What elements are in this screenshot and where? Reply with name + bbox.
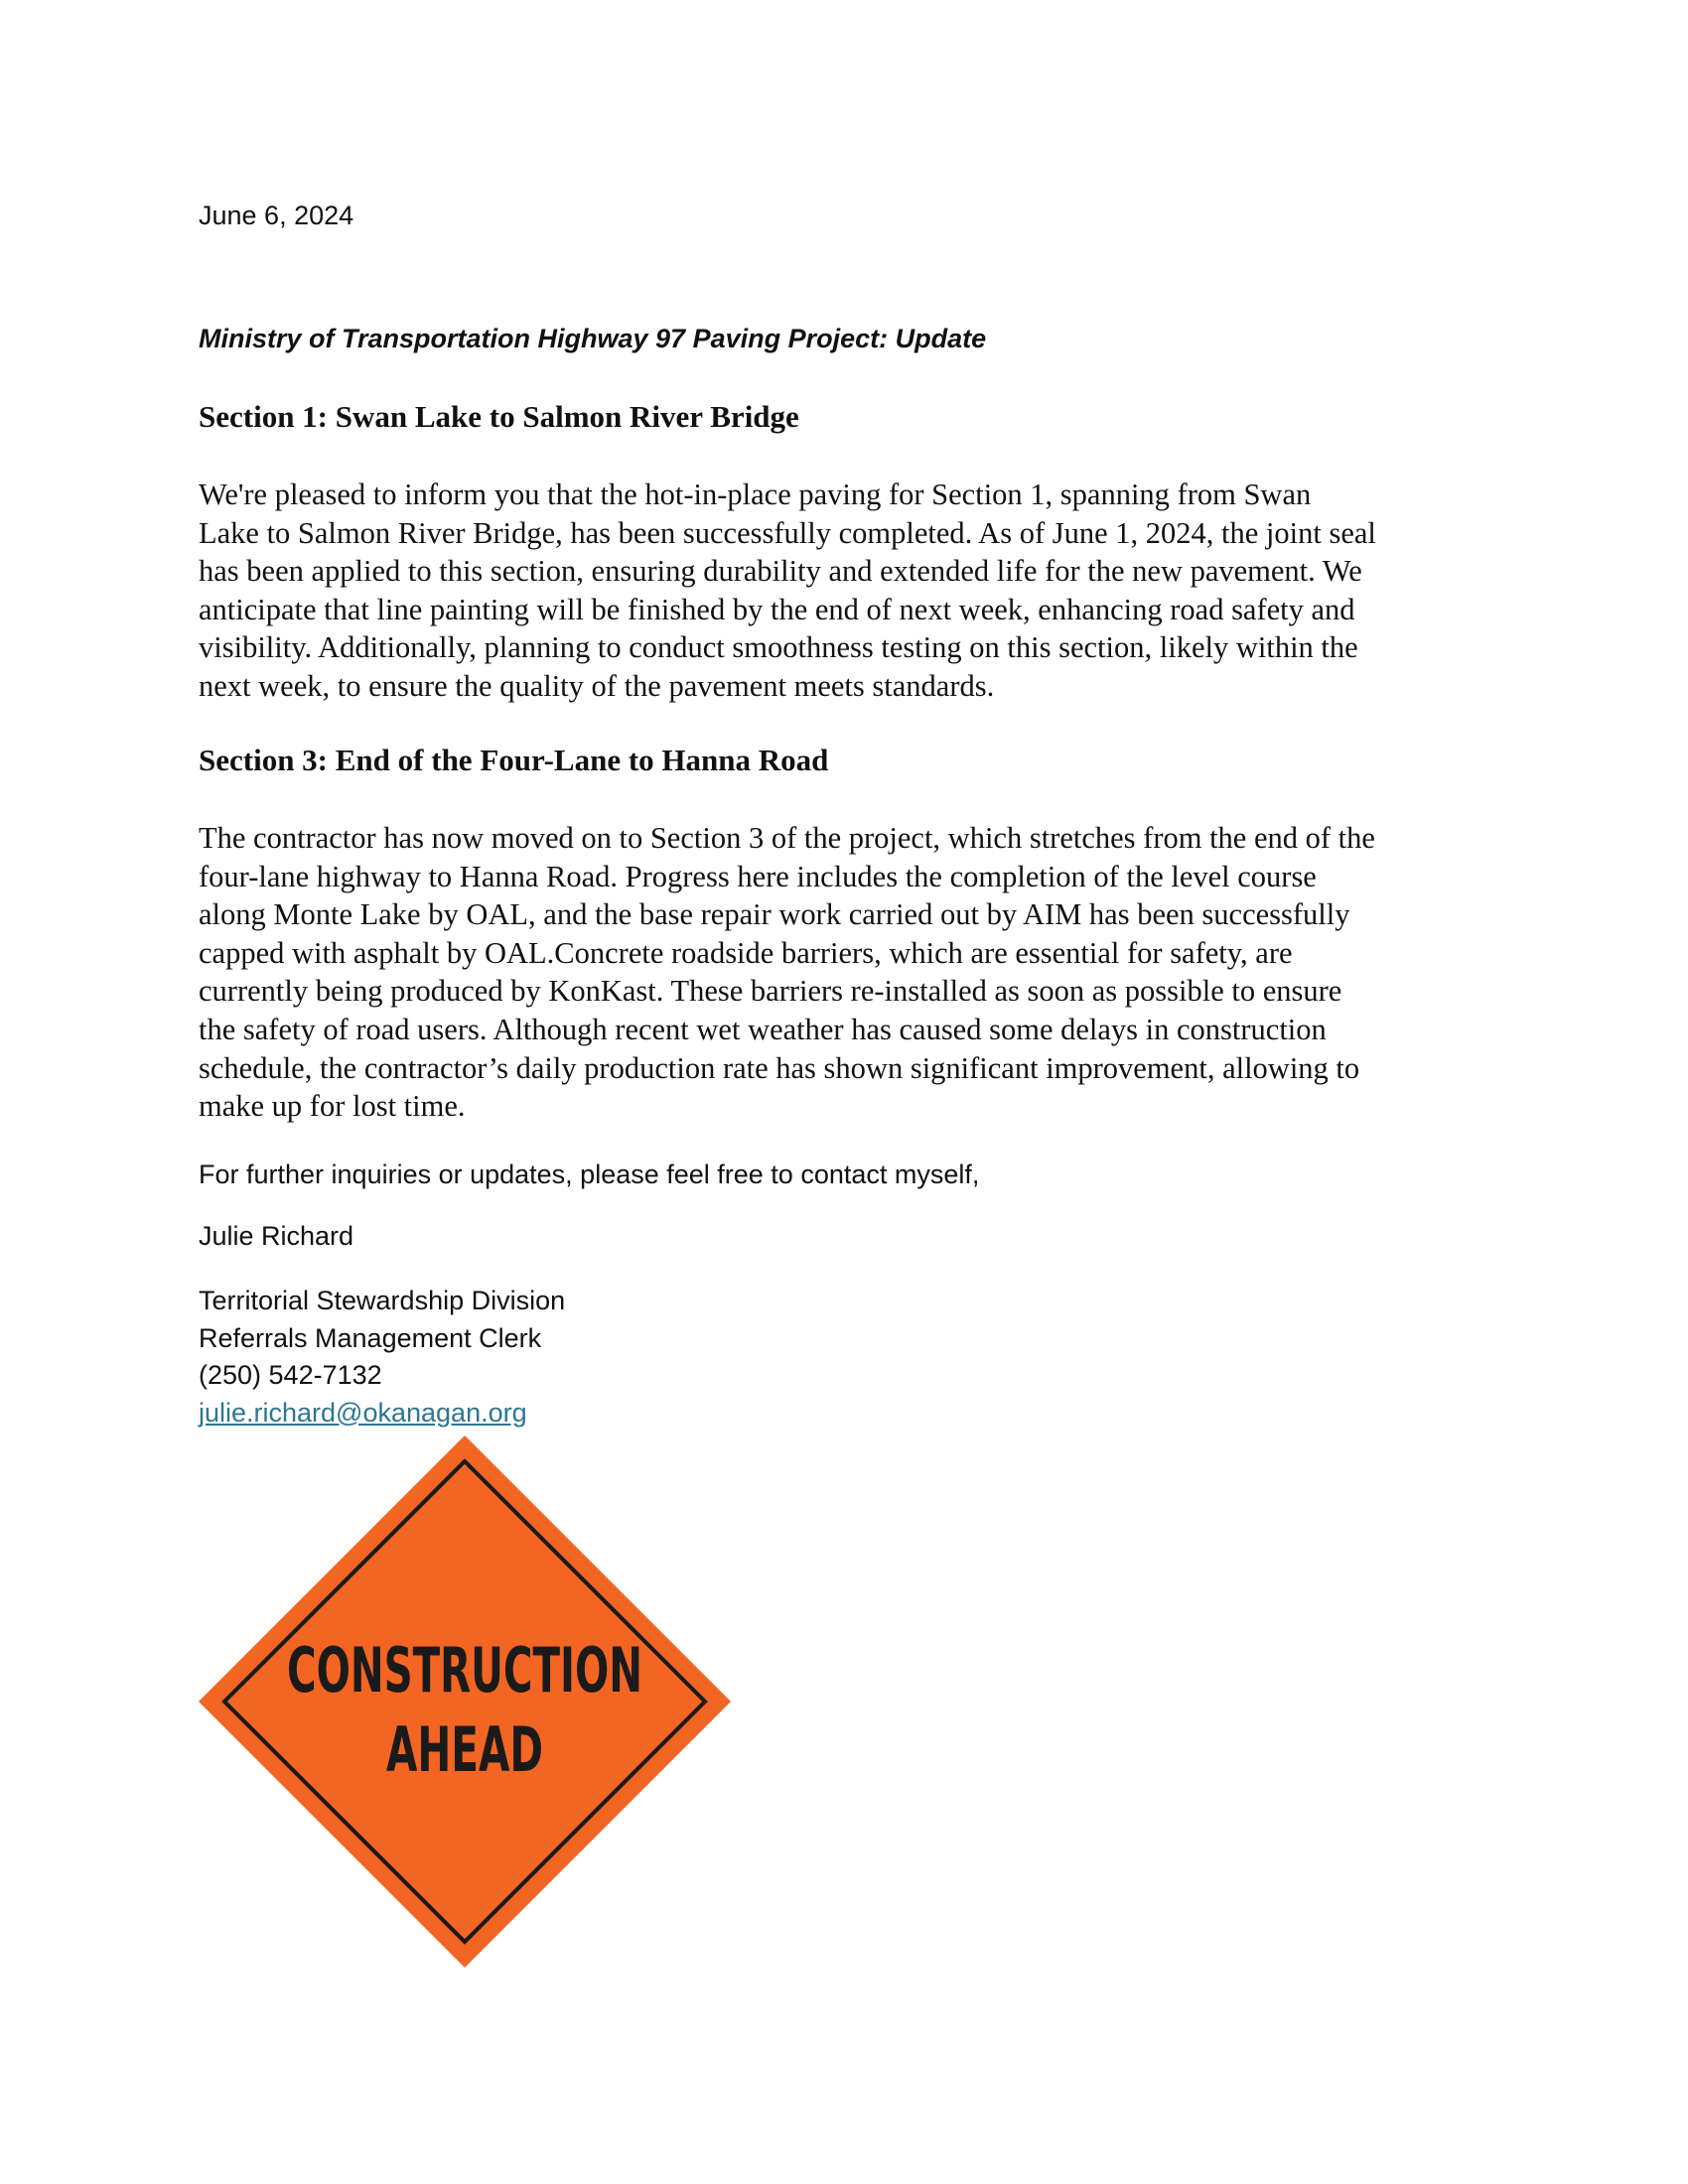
section-1-line: Lake to Salmon River Bridge, has been successfully completed. As of June 1, 2024, the joint seal	[199, 515, 1376, 550]
construction-ahead-sign	[199, 1435, 731, 1968]
sign-text-construction: CONSTRUCTION	[287, 1634, 642, 1706]
section-3-line: four-lane highway to Hanna Road. Progress here includes the completion of the level course	[199, 859, 1317, 893]
section-3-line: make up for lost time.	[199, 1089, 466, 1124]
section-3-line: capped with asphalt by OAL.Concrete roadside barriers, which are essential for safety, are	[199, 935, 1293, 970]
section-1-line: We're pleased to inform you that the hot-in-place paving for Section 1, spanning from Swan	[199, 478, 1312, 511]
signer-division: Territorial Stewardship Division	[199, 1286, 566, 1315]
section-1-line: anticipate that line painting will be finished by the end of next week, enhancing road safety and	[199, 592, 1355, 626]
section-3-body	[199, 819, 1509, 1126]
letter-title: Ministry of Transportation Highway 97 Paving Project: Update	[199, 324, 987, 353]
signer-phone: (250) 542-7132	[199, 1360, 382, 1390]
section-3-heading: Section 3: End of the Four-Lane to Hanna Road	[199, 743, 829, 777]
sign-text-ahead: AHEAD	[386, 1713, 543, 1786]
section-3-line: schedule, the contractor’s daily production rate has shown significant improvement, allowing to	[199, 1050, 1360, 1085]
signature-block	[199, 1283, 565, 1432]
letter-date: June 6, 2024	[199, 201, 354, 230]
signer-name: Julie Richard	[199, 1221, 354, 1251]
section-1-line: next week, to ensure the quality of the pavement meets standards.	[199, 668, 995, 703]
section-1-line: has been applied to this section, ensuring durability and extended life for the new pavement. We	[199, 554, 1362, 589]
section-3-line: currently being produced by KonKast. These barriers re-installed as soon as possible to ensure	[199, 974, 1342, 1009]
section-1-heading: Section 1: Swan Lake to Salmon River Bridge	[199, 399, 799, 434]
closing-line: For further inquiries or updates, please feel free to contact myself,	[199, 1160, 980, 1189]
section-3-line: the safety of road users. Although recent wet weather has caused some delays in construction	[199, 1012, 1327, 1046]
section-1-line: visibility. Additionally, planning to conduct smoothness testing on this section, likely within the	[199, 630, 1358, 665]
signer-position: Referrals Management Clerk	[199, 1322, 542, 1353]
signer-email-link[interactable]: julie.richard@okanagan.org	[199, 1397, 527, 1428]
section-1-body	[199, 476, 1509, 706]
section-3-line: along Monte Lake by OAL, and the base repair work carried out by AIM has been successfully	[199, 897, 1350, 932]
section-3-line: The contractor has now moved on to Section 3 of the project, which stretches from the end of the	[199, 821, 1375, 855]
